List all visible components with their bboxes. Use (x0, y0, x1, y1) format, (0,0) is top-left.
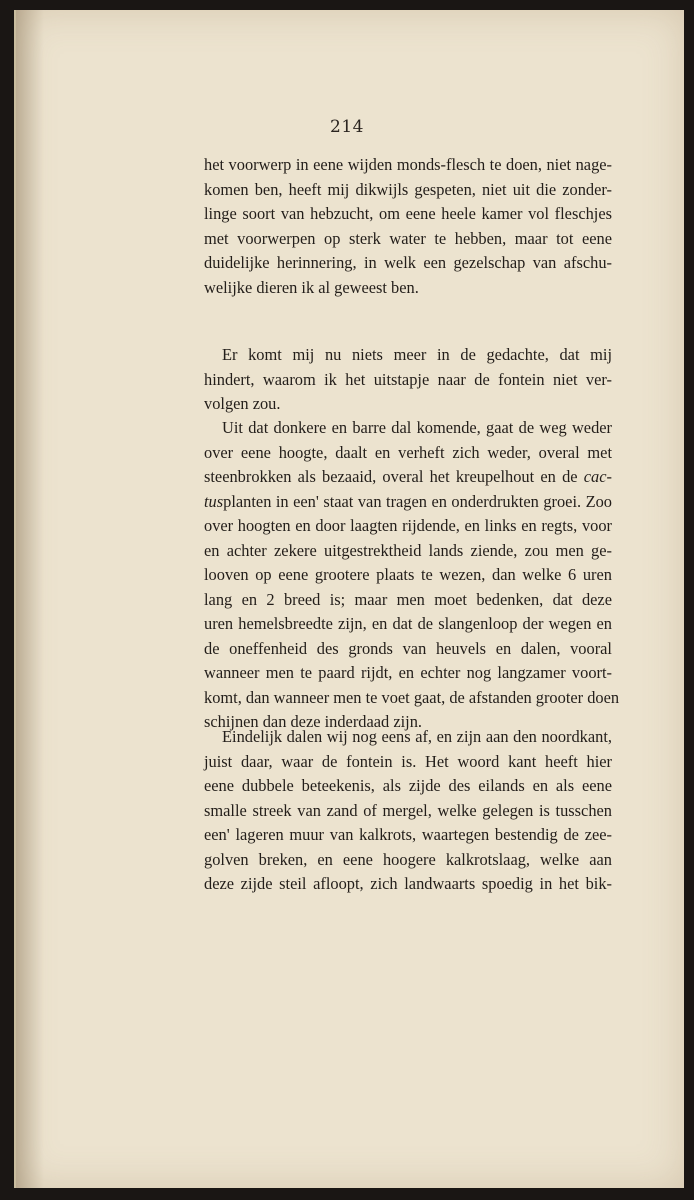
text-line: een' lageren muur van kalkrots, waartegen bestendig de zee- (204, 825, 612, 844)
text-line: linge soort van hebzucht, om eene heele kamer vol fleschjes (204, 204, 612, 223)
paragraph-1 (204, 153, 612, 300)
text-line (204, 465, 612, 490)
paragraph-2 (204, 343, 612, 417)
text-line: wanneer men te paard rijdt, en echter nog langzamer voort- (204, 663, 612, 682)
text-line: welijke dieren ik al geweest ben. (204, 277, 419, 297)
text-line: uren hemelsbreedte zijn, en dat de slangenloop der wegen en (204, 614, 612, 633)
paragraph-4 (204, 725, 612, 897)
text-line: de oneffenheid des gronds van heuvels en dalen, vooral (204, 638, 612, 658)
text-line: golven breken, en eene hoogere kalkrotslaag, welke aan (204, 849, 612, 869)
text-line: looven op eene grootere plaats te wezen, dan welke 6 uren (204, 565, 612, 584)
text-line: hindert, waarom ik het uitstapje naar de fontein niet ver- (204, 369, 612, 389)
text-line: over eene hoogte, daalt en verheft zich weder, overal met (204, 442, 612, 462)
text-line: duidelijke herinnering, in welk een gezelschap van afschu- (204, 253, 612, 272)
text-line: Er komt mij nu niets meer in de gedachte, dat mij (222, 345, 612, 364)
gutter-shadow (16, 10, 44, 1188)
text-line: komen ben, heeft mij dikwijls gespeten, niet uit die zonder- (204, 179, 612, 199)
text-line: lang en 2 breed is; maar men moet bedenken, dat deze (204, 589, 612, 609)
text-line: smalle streek van zand of mergel, welke gelegen is tusschen (204, 800, 612, 820)
text-line: en achter zekere uitgestrektheid lands ziende, zou men ge- (204, 540, 612, 560)
text-line: Eindelijk dalen wij nog eens af, en zijn aan den noordkant, (222, 727, 612, 746)
text-line: deze zijde steil afloopt, zich landwaarts spoedig in het bik- (204, 874, 612, 893)
text-line: het voorwerp in eene wijden monds-flesch te doen, niet nage- (204, 155, 612, 174)
italic-segment: tus (204, 491, 224, 511)
text-line: Uit dat donkere en barre dal komende, gaat de weg weder (222, 418, 612, 437)
text-line: over hoogten en door laagten rijdende, en links en regts, voor (204, 516, 612, 535)
text-segment: planten in een' staat van tragen en onderdrukten groei. Zoo (223, 491, 612, 511)
paragraph-3 (204, 416, 620, 735)
italic-segment: cac- (583, 467, 612, 486)
text-line (204, 490, 612, 515)
text-line: volgen zou. (204, 394, 281, 413)
text-line: juist daar, waar de fontein is. Het woord kant heeft hier (204, 751, 612, 771)
text-line: schijnen dan deze inderdaad zijn. (204, 712, 422, 731)
page-number: 214 (330, 117, 364, 137)
text-line: met voorwerpen op sterk water te hebben, maar tot eene (204, 228, 612, 248)
text-line: eene dubbele beteekenis, als zijde des eilands en als eene (204, 776, 612, 795)
text-segment: steenbrokken als bezaaid, overal het kreupelhout en de (204, 467, 584, 486)
text-line: komt, dan wanneer men te voet gaat, de afstanden grooter doen (204, 687, 620, 707)
